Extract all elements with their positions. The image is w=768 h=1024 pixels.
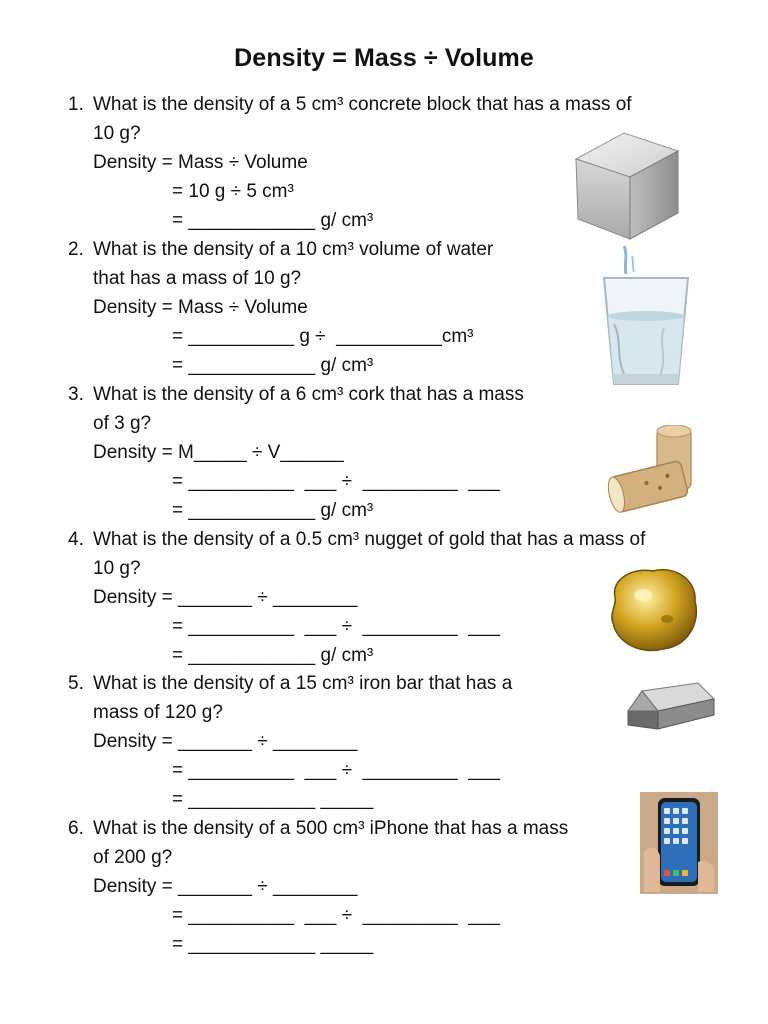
question-text: What is the density of a 15 cm³ iron bar that has a <box>93 673 513 694</box>
work-line: Density = M_____ ÷ V______ <box>93 442 344 463</box>
work-line: Density = Mass ÷ Volume <box>93 297 308 318</box>
wine-corks-image <box>607 425 709 517</box>
glass-of-water-image <box>594 244 698 392</box>
answer-line: = ____________ g/ cm³ <box>172 645 374 666</box>
question-number: 4. <box>68 529 84 550</box>
work-line: Density = Mass ÷ Volume <box>93 152 308 173</box>
iron-bar-image <box>624 681 718 733</box>
question-text: that has a mass of 10 g? <box>93 268 302 289</box>
question-text: mass of 120 g? <box>93 702 223 723</box>
question-number: 6. <box>68 818 84 839</box>
question-text: What is the density of a 0.5 cm³ nugget of gold that has a mass of <box>93 529 646 550</box>
answer-line: = ____________ g/ cm³ <box>172 355 374 376</box>
iphone-image <box>640 792 718 894</box>
answer-line: = ____________ g/ cm³ <box>172 210 374 231</box>
work-line: = __________ ___ ÷ _________ ___ <box>172 760 500 781</box>
work-line: = 10 g ÷ 5 cm³ <box>172 181 294 202</box>
work-line: Density = _______ ÷ ________ <box>93 587 358 608</box>
work-line: = __________ g ÷ __________cm³ <box>172 326 474 347</box>
work-line: = __________ ___ ÷ _________ ___ <box>172 905 500 926</box>
work-line: = __________ ___ ÷ _________ ___ <box>172 471 500 492</box>
question-text: 10 g? <box>93 558 141 579</box>
question-text: of 3 g? <box>93 413 152 434</box>
question-number: 2. <box>68 239 84 260</box>
answer-line: = ____________ g/ cm³ <box>172 500 374 521</box>
work-line: Density = _______ ÷ ________ <box>93 876 358 897</box>
worksheet-title: Density = Mass ÷ Volume <box>234 44 534 72</box>
answer-line: = ____________ _____ <box>172 934 374 955</box>
question-number: 5. <box>68 673 84 694</box>
question-text: What is the density of a 6 cm³ cork that has a mass <box>93 384 524 405</box>
concrete-block-image <box>566 125 686 243</box>
work-line: Density = _______ ÷ ________ <box>93 731 358 752</box>
gold-nugget-image <box>603 557 705 659</box>
question-number: 1. <box>68 94 84 115</box>
question-text: of 200 g? <box>93 847 173 868</box>
answer-line: = ____________ _____ <box>172 789 374 810</box>
question-number: 3. <box>68 384 84 405</box>
question-text: What is the density of a 500 cm³ iPhone that has a mass <box>93 818 569 839</box>
question-text: What is the density of a 5 cm³ concrete block that has a mass of <box>93 94 632 115</box>
work-line: = __________ ___ ÷ _________ ___ <box>172 616 500 637</box>
question-text: 10 g? <box>93 123 141 144</box>
question-text: What is the density of a 10 cm³ volume of water <box>93 239 494 260</box>
